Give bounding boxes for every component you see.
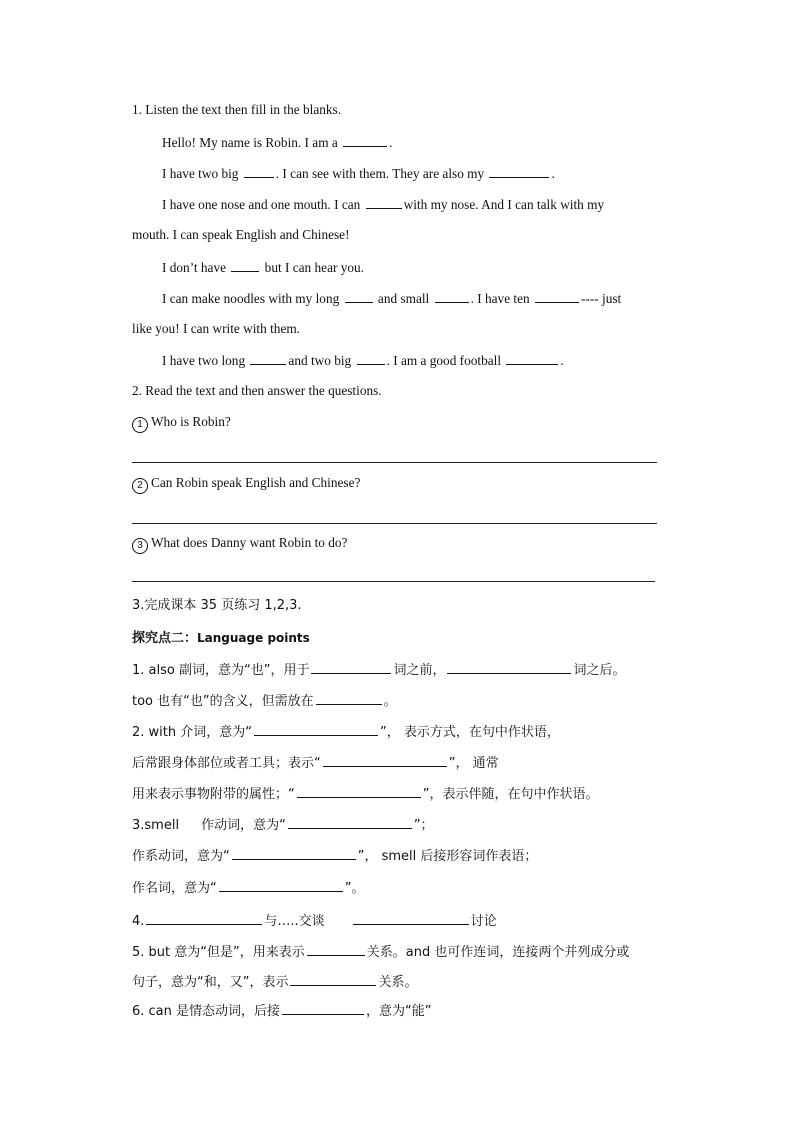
question-1-text: Who is Robin? [151,414,231,429]
answer-line-3[interactable] [132,581,655,582]
blank-1[interactable] [343,133,387,147]
line1-end: . [389,135,393,150]
blank-p6-1[interactable] [282,1001,364,1015]
blank-p5-2[interactable] [290,972,376,986]
line6-text-b: and small [377,291,430,306]
line5-text-b: but I can hear you. [264,260,364,275]
point-1-line-2 [132,691,397,711]
line3-text-b: with my nose. And I can talk with my [403,197,605,212]
question-3 [132,534,347,554]
blank-10[interactable] [357,351,385,365]
blank-p1-3[interactable] [316,691,382,705]
question-2-text: Can Robin speak English and Chinese? [151,475,361,490]
question-number-circle: 1 [132,417,148,433]
p3-text-f: 作名词，意为“ [132,881,217,896]
p2-text-b: ”， 表示方式，在句中作状语， [379,725,560,740]
point-3-line-1 [132,815,434,835]
line8-end: . [560,353,564,368]
blank-3[interactable] [489,164,549,178]
p3-text-b: 作动词，意为“ [201,818,286,833]
p4-text-b: 与…..交谈 [264,914,325,929]
part3-text: 3.完成课本 35 页练习 1,2,3. [132,598,302,613]
section-heading [132,629,310,648]
blank-p2-1[interactable] [254,722,378,736]
p5-text-c: 句子，意为“和，又”，表示 [132,975,289,990]
part1-line-1 [162,133,392,152]
line8-text-a: I have two long [162,353,246,368]
blank-11[interactable] [506,351,558,365]
p3-text-d: 作系动词，意为“ [132,849,230,864]
p6-text-a: 6. can 是情态动词，后接 [132,1004,281,1019]
point-2-line-3 [132,784,599,804]
p6-text-b: ，意为“能” [366,1004,432,1019]
line3-text-a: I have one nose and one mouth. I can [162,197,361,212]
question-1 [132,413,231,433]
section-title-en: Language points [197,631,310,645]
point-1-line-1 [132,660,625,680]
p5-text-a: 5. but 意为“但是”，用来表示 [132,945,305,960]
blank-p2-2[interactable] [323,753,447,767]
blank-5[interactable] [231,258,259,272]
p3-text-c: ”； [413,818,434,833]
blank-p4-2[interactable] [353,911,469,925]
question-number-circle: 3 [132,538,148,554]
p1-text-e: 。 [383,694,397,709]
point-4-line [132,911,497,931]
answer-line-1[interactable] [132,462,657,463]
p1-text-b: 词之前， [393,663,446,678]
blank-6[interactable] [345,289,373,303]
line7-text: like you! I can write with them. [132,321,301,336]
point-3-line-3 [132,878,365,898]
part1-line-7 [132,320,300,338]
line1-text: Hello! My name is Robin. I am a [162,135,338,150]
p2-text-f: ”，表示伴随，在句中作状语。 [422,787,599,802]
blank-9[interactable] [250,351,286,365]
point-3-line-2 [132,846,537,866]
blank-7[interactable] [435,289,469,303]
p3-text-g: ”。 [344,881,365,896]
answer-line-2[interactable] [132,523,657,524]
point-5-line-2 [132,972,418,992]
p4-text-a: 4. [132,914,145,929]
p2-text-c: 后常跟身体部位或者工具；表示“ [132,756,321,771]
part2-heading-text: 2. Read the text and then answer the questions. [132,383,382,398]
p2-text-d: ”， 通常 [448,756,499,771]
question-3-text: What does Danny want Robin to do? [151,535,348,550]
part1-line-4 [132,226,350,244]
blank-p5-1[interactable] [307,942,365,956]
p2-text-e: 用来表示事物附带的属性；“ [132,787,295,802]
line8-text-b: and two big [288,353,352,368]
part2-heading [132,382,382,400]
blank-p1-1[interactable] [311,660,391,674]
blank-p3-1[interactable] [288,815,412,829]
part1-line-2 [162,164,555,183]
part1-line-8 [162,351,564,370]
blank-p4-1[interactable] [146,911,262,925]
p2-text-a: 2. with 介词，意为“ [132,725,252,740]
p3-text-a: 3.smell [132,818,180,833]
blank-8[interactable] [535,289,579,303]
blank-p1-2[interactable] [447,660,571,674]
p5-text-b: 关系。and 也可作连词，连接两个并列成分或 [366,945,630,960]
part1-heading [132,101,341,119]
p4-text-c: 讨论 [470,914,497,929]
blank-p3-3[interactable] [219,878,343,892]
line5-text-a: I don’t have [162,260,227,275]
blank-4[interactable] [366,195,402,209]
part1-line-6 [162,289,621,308]
part1-line-3 [162,195,604,214]
line2-end: . [551,166,555,181]
p1-text-a: 1. also 副词，意为“也”，用于 [132,663,310,678]
point-2-line-2 [132,753,499,773]
part3-line [132,597,302,615]
line2-text-a: I have two big [162,166,239,181]
line6-text-d: ---- just [581,291,622,306]
line2-text-b: . I can see with them. They are also my [275,166,485,181]
blank-2[interactable] [244,164,274,178]
part1-heading-text: 1. Listen the text then fill in the blanks. [132,102,342,117]
line6-text-a: I can make noodles with my long [162,291,340,306]
point-2-line-1 [132,722,560,742]
section-title-zh: 探究点二： [132,631,198,646]
p1-text-c: 词之后。 [573,663,626,678]
point-6-line [132,1001,432,1021]
blank-p3-2[interactable] [232,846,356,860]
question-2 [132,474,360,494]
p1-text-d: too 也有“也”的含义，但需放在 [132,694,314,709]
line6-text-c: . I have ten [470,291,530,306]
p3-text-e: ”， smell 后接形容词作表语； [357,849,538,864]
blank-p2-3[interactable] [297,784,421,798]
part1-line-5 [162,258,364,277]
line8-text-c: . I am a good football [386,353,502,368]
p5-text-d: 关系。 [378,975,418,990]
question-number-circle: 2 [132,478,148,494]
line4-text: mouth. I can speak English and Chinese! [132,227,350,242]
point-5-line-1 [132,942,629,962]
